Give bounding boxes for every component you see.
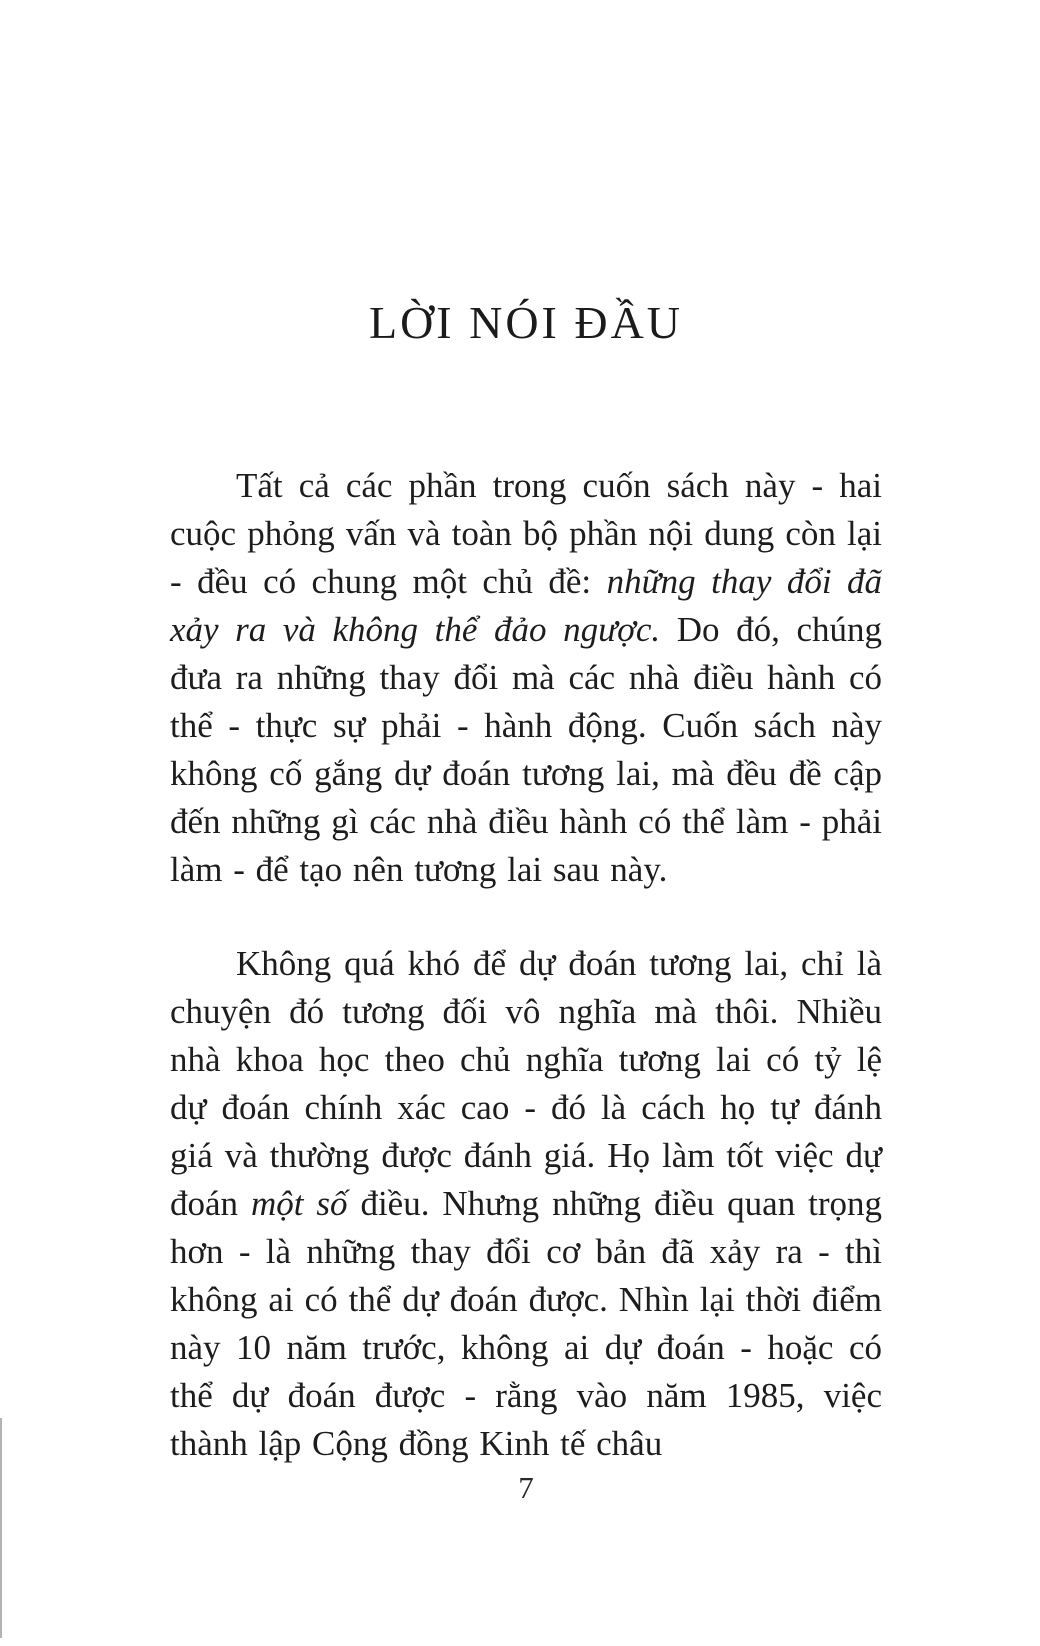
text-segment: Do đó, chúng đưa ra những thay đổi mà các nhà điều hành có thể - thực sự phải - hành động. Cuốn sách này không cố gắng dự đoán tương lai, mà đều đề cập đến những gì các nhà điều hành có thể làm - phải làm - để tạo nên tương lai sau này. xyxy=(170,610,883,889)
body-text xyxy=(170,462,882,1514)
italic-text-segment: một số xyxy=(250,1184,348,1223)
text-segment: điều. Nhưng những điều quan trọng hơn - là những thay đổi cơ bản đã xảy ra - thì không ai có thể dự đoán được. Nhìn lại thời điểm này 10 năm trước, không ai dự đoán - hoặc có thể dự đoán được - rằng vào năm 1985, việc thành lập Cộng đồng Kinh tế châu xyxy=(170,1184,882,1463)
paragraph xyxy=(170,462,882,894)
italic-text-segment: những thay đổi đã xảy ra và không thể đảo ngược. xyxy=(170,562,882,649)
text-segment: Tất cả các phần trong cuốn sách này - hai cuộc phỏng vấn và toàn bộ phần nội dung còn lại - đều có chung một chủ đề: xyxy=(170,466,882,601)
left-edge-scan-artifact xyxy=(0,1418,2,1638)
paragraph xyxy=(170,940,882,1468)
text-segment: Không quá khó để dự đoán tương lai, chỉ là chuyện đó tương đối vô nghĩa mà thôi. Nhiều nhà khoa học theo chủ nghĩa tương lai có tỷ lệ dự đoán chính xác cao - đó là cách họ tự đánh giá và thường được đánh giá. Họ làm tốt việc dự đoán xyxy=(170,944,882,1223)
page-title: LỜI NÓI ĐẦU xyxy=(368,297,684,348)
page-number: 7 xyxy=(518,1470,534,1505)
